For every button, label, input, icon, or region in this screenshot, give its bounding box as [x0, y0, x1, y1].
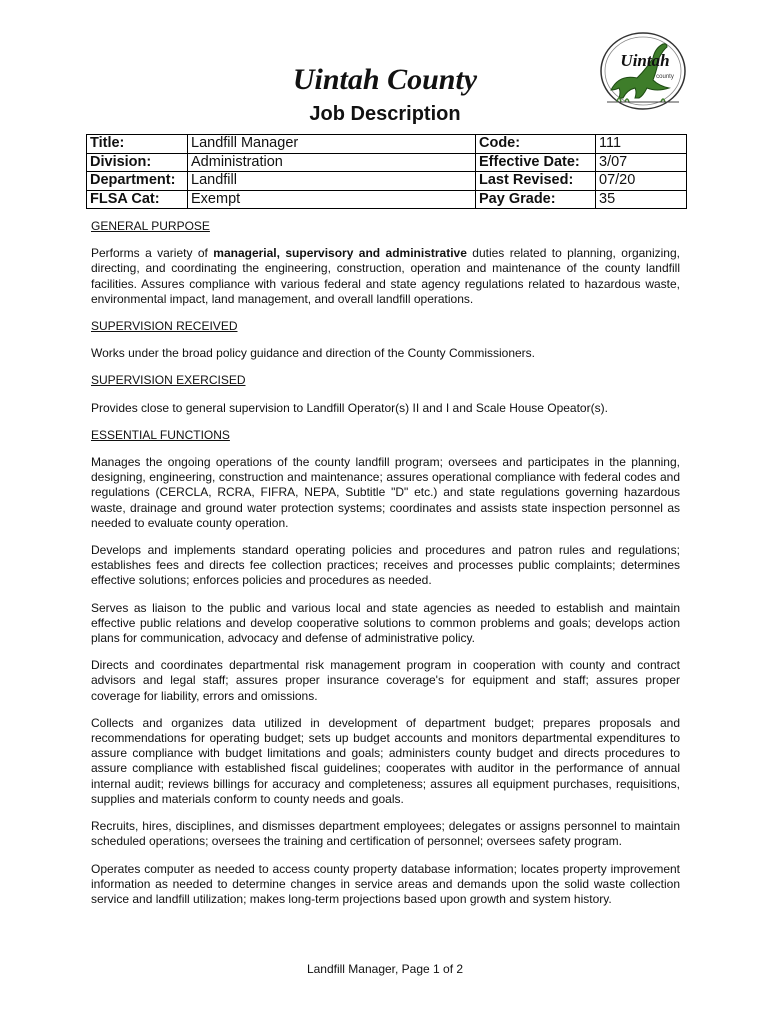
essential-function-paragraph: Operates computer as needed to access county property database information; locates property improvement information as needed to determine changes in service areas and demands upon the solid waste collection service and landfill utilization; makes long-term projections based upon growth and system history.: [91, 861, 680, 906]
essential-function-paragraph: Serves as liaison to the public and various local and state agencies as needed to establish and maintain effective public relations and develop cooperative solutions to common problems and goals; develops action plans for communication, advocacy and defense of administrative policy.: [91, 600, 680, 646]
info-row: [87, 172, 687, 191]
supervision-received-heading: SUPERVISION RECEIVED: [91, 319, 238, 334]
logo-subtext: county: [656, 74, 674, 80]
general-purpose-bold: managerial, supervisory and administrative: [213, 246, 467, 261]
essential-functions-heading: ESSENTIAL FUNCTIONS: [91, 427, 230, 442]
info-value: Administration: [188, 153, 476, 172]
info-value: 35: [596, 190, 687, 209]
info-label: Title:: [87, 135, 188, 154]
supervision-received-text: Works under the broad policy guidance and direction of the County Commissioners.: [91, 346, 536, 361]
info-value: Exempt: [188, 190, 476, 209]
job-info-table: [86, 134, 687, 209]
info-value: Landfill: [188, 172, 476, 191]
info-value: 111: [596, 135, 687, 154]
info-label: Last Revised:: [476, 172, 596, 191]
page-footer: Landfill Manager, Page 1 of 2: [306, 962, 464, 976]
essential-function-paragraph: Collects and organizes data utilized in development of department budget; prepares proposals and recommendations for operating budget; sets up budget accounts and monitors departmental expenditures to assure compliance with budget limitations and goals; administers county budget and directs procedures to assure compliance with established fiscal guidelines; cooperates with auditor in the performance of annual internal audit; reviews billings for accuracy and completeness; assures all equipment purchases, requisitions, supplies and materials conform to county needs and goals.: [91, 715, 680, 806]
essential-function-paragraph: Directs and coordinates departmental risk management program in cooperation with county and contract advisors and legal staff; assures proper insurance coverage's for equipment and staff; assures proper coverage for liability, errors and omissions.: [91, 658, 680, 703]
info-label: FLSA Cat:: [87, 190, 188, 209]
info-label: Department:: [87, 172, 188, 191]
job-description-body: [91, 219, 680, 919]
essential-function-paragraph: Manages the ongoing operations of the county landfill program; oversees and participates in the planning, designing, engineering, construction and maintenance; assures operational compliance with federal codes and regulations (CERCLA, RCRA, FIFRA, NEPA, Subtitle "D" etc.) and state regulations governing hazardous waste, drainage and ground water protection systems; coordinates and assists state inspection personnel as needed to evaluate county operation.: [91, 455, 680, 530]
info-value: 07/20: [596, 172, 687, 191]
essential-function-paragraph: Recruits, hires, disciplines, and dismisses department employees; delegates or assigns personnel to maintain scheduled operations; oversees the training and certification of personnel; oversees safety program.: [91, 819, 680, 849]
info-label: Effective Date:: [476, 153, 596, 172]
supervision-exercised-text: Provides close to general supervision to Landfill Operator(s) II and I and Scale House Opeator(s).: [91, 400, 608, 415]
essential-function-paragraph: Develops and implements standard operating policies and procedures and patron rules and regulations; establishes fees and directs fee collection practices; receives and processes public complaints; determines effective solutions; enforces policies and procedures as needed.: [91, 543, 680, 588]
county-title: Uintah County: [292, 63, 478, 96]
info-row: [87, 135, 687, 154]
info-label: Code:: [476, 135, 596, 154]
general-purpose-text: [91, 246, 680, 307]
info-label: Pay Grade:: [476, 190, 596, 209]
info-value: 3/07: [596, 153, 687, 172]
essential-functions-list: [91, 455, 680, 907]
general-purpose-rest: duties related to planning, organizing, directing, and coordinating the engineering, construction, operation and maintenance of the county landfill facilities. Assures compliance with various federal and state agency regulations related to hazardous waste, environmental impact, land management, and overall landfill operations.: [91, 246, 680, 306]
general-purpose-heading: GENERAL PURPOSE: [91, 219, 210, 233]
info-row: [87, 190, 687, 209]
supervision-exercised-heading: SUPERVISION EXERCISED: [91, 373, 246, 388]
logo-text: Uintah: [620, 51, 670, 70]
general-purpose-lead: Performs a variety of: [91, 246, 214, 261]
info-label: Division:: [87, 153, 188, 172]
document-type-title: Job Description: [309, 103, 461, 125]
info-row: [87, 153, 687, 172]
info-value: Landfill Manager: [188, 135, 476, 154]
